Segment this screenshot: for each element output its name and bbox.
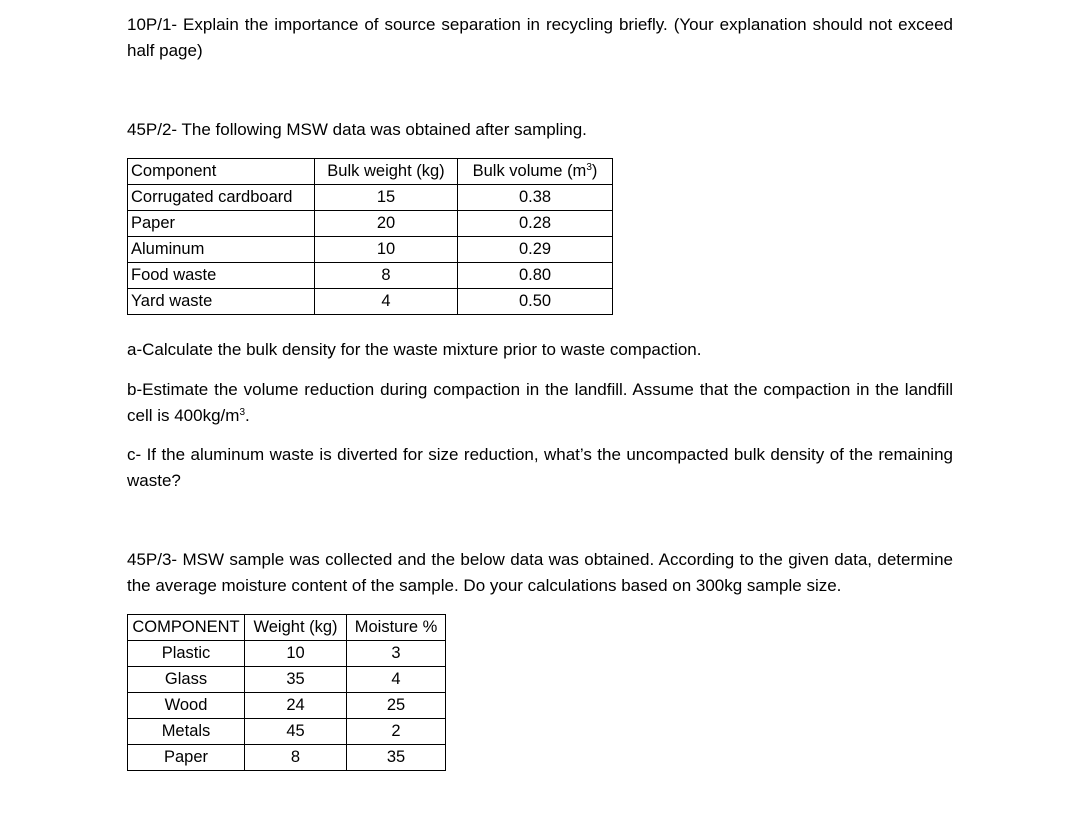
cell-moisture: 25 (347, 693, 446, 719)
header-component: COMPONENT (128, 615, 245, 641)
header-bulk-weight: Bulk weight (kg) (315, 159, 458, 185)
question-2-part-b (127, 377, 953, 429)
part-b-text: b-Estimate the volume reduction during compaction in the landfill. Assume that the compaction in the landfill cell is 400kg/m (127, 380, 953, 425)
cell-moisture: 35 (347, 745, 446, 771)
table-row (128, 185, 613, 211)
cell-weight: 20 (315, 211, 458, 237)
header-bulk-volume-sup: 3 (586, 162, 592, 173)
cell-weight: 8 (315, 263, 458, 289)
cell-volume: 0.38 (458, 185, 613, 211)
cell-volume: 0.28 (458, 211, 613, 237)
table-row (128, 745, 446, 771)
cell-weight: 15 (315, 185, 458, 211)
cell-component: Glass (128, 667, 245, 693)
cell-weight: 24 (245, 693, 347, 719)
cell-component: Paper (128, 745, 245, 771)
header-weight: Weight (kg) (245, 615, 347, 641)
table-row (128, 289, 613, 315)
cell-component: Wood (128, 693, 245, 719)
cell-component: Yard waste (128, 289, 315, 315)
question-3-text: 45P/3- MSW sample was collected and the below data was obtained. According to the given data, determine the average moisture content of the sample. Do your calculations based on 300kg sample size. (127, 550, 953, 595)
table-header-row (128, 159, 613, 185)
question-2-part-c: c- If the aluminum waste is diverted for size reduction, what’s the uncompacted bulk density of the remaining waste? (127, 445, 953, 490)
cell-moisture: 3 (347, 641, 446, 667)
table-row (128, 667, 446, 693)
table-row (128, 693, 446, 719)
cell-volume: 0.80 (458, 263, 613, 289)
part-b-superscript: 3 (239, 407, 245, 418)
cell-volume: 0.50 (458, 289, 613, 315)
cell-component: Metals (128, 719, 245, 745)
table-row (128, 211, 613, 237)
cell-component: Plastic (128, 641, 245, 667)
table-row (128, 719, 446, 745)
question-2-part-a: a-Calculate the bulk density for the waste mixture prior to waste compaction. (127, 340, 702, 359)
header-bulk-volume-close: ) (591, 162, 598, 180)
cell-component: Aluminum (128, 237, 315, 263)
cell-moisture: 2 (347, 719, 446, 745)
table-row (128, 237, 613, 263)
moisture-table (127, 614, 446, 771)
header-bulk-volume (458, 159, 613, 185)
cell-moisture: 4 (347, 667, 446, 693)
header-component: Component (128, 159, 315, 185)
table-row (128, 641, 446, 667)
cell-component: Paper (128, 211, 315, 237)
cell-volume: 0.29 (458, 237, 613, 263)
cell-weight: 10 (315, 237, 458, 263)
header-bulk-volume-text: Bulk volume (m (472, 162, 587, 180)
cell-component: Food waste (128, 263, 315, 289)
header-moisture: Moisture % (347, 615, 446, 641)
cell-component: Corrugated cardboard (128, 185, 315, 211)
cell-weight: 8 (245, 745, 347, 771)
cell-weight: 35 (245, 667, 347, 693)
cell-weight: 10 (245, 641, 347, 667)
part-b-period: . (245, 406, 250, 425)
question-1-text: 10P/1- Explain the importance of source separation in recycling briefly. (Your explanation should not exceed half page) (127, 15, 953, 60)
cell-weight: 45 (245, 719, 347, 745)
question-2-intro: 45P/2- The following MSW data was obtained after sampling. (127, 120, 587, 139)
msw-bulk-table (127, 158, 613, 315)
table-header-row (128, 615, 446, 641)
cell-weight: 4 (315, 289, 458, 315)
table-row (128, 263, 613, 289)
